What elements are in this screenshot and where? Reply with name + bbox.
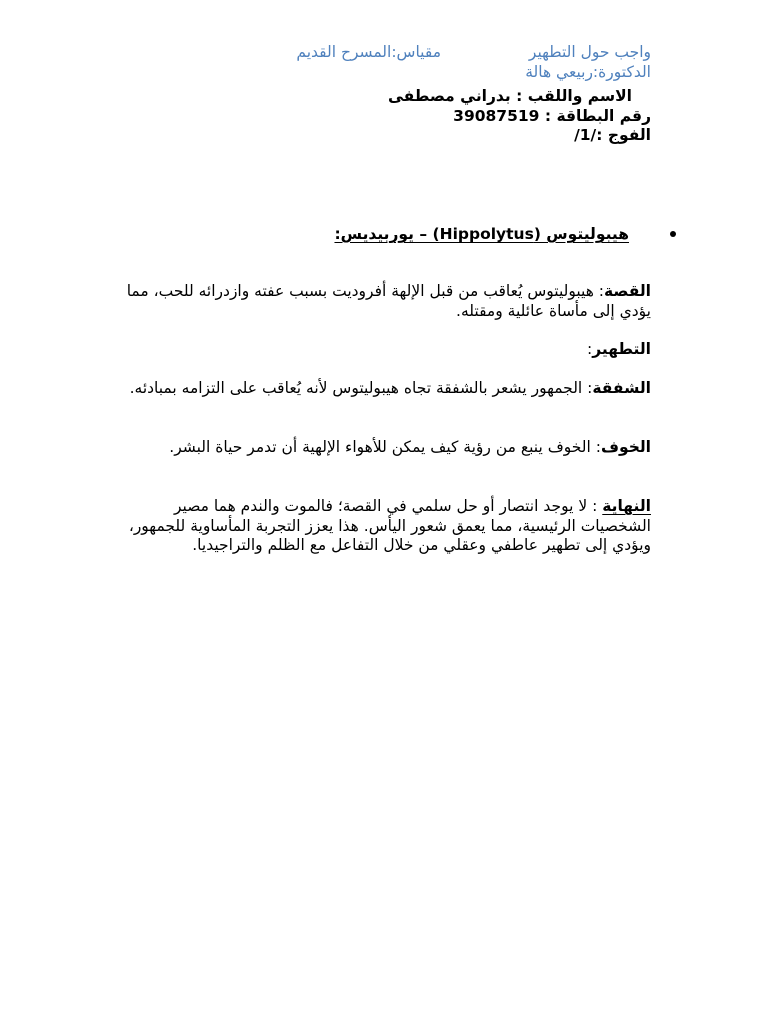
assignment-title: واجب حول التطهير xyxy=(528,43,651,61)
professor-name: الدكتورة:ربيعي هالة xyxy=(525,63,651,81)
bullet-icon xyxy=(670,231,676,237)
card-value: 39087519 xyxy=(453,106,540,125)
fear-text: : الخوف ينبع من رؤية كيف يمكن للأهواء الإلهية أن تدمر حياة البشر. xyxy=(169,438,601,456)
name-label: الاسم واللقب : xyxy=(516,87,632,105)
student-info xyxy=(121,87,651,146)
group-label: الفوج : xyxy=(596,126,651,144)
ending-text: : لا يوجد انتصار أو حل سلمي في القصة؛ فالموت والندم هما مصير الشخصيات الرئيسية، مما يعمق شعور اليأس. هذا يعزز التجربة المأساوية للجمهور، ويؤدي إلى تطهير عاطفي وعقلي من خلال التفاعل مع الظلم والتراجيديا. xyxy=(128,497,651,554)
catharsis-paragraph xyxy=(121,340,651,360)
fear-paragraph xyxy=(121,438,651,458)
card-label: رقم البطاقة : xyxy=(544,106,651,125)
ending-paragraph xyxy=(121,497,651,556)
catharsis-term: التطهير xyxy=(592,340,651,358)
story-text: : هيبوليتوس يُعاقب من قبل الإلهة أفروديت بسبب عفته وازدرائه للحب، مما يؤدي إلى مأساة عائلية ومقتله. xyxy=(126,282,651,320)
group-value: /1/ xyxy=(574,126,597,144)
fear-term: الخوف xyxy=(600,438,651,456)
group-line xyxy=(121,126,651,146)
pity-term: الشفقة xyxy=(592,379,651,397)
ending-term: النهاية xyxy=(602,497,651,515)
header-line xyxy=(121,43,651,63)
catharsis-text: : xyxy=(587,340,593,358)
story-paragraph xyxy=(121,282,651,321)
subject-name: مقياس:المسرح القديم xyxy=(296,43,441,61)
story-term: القصة xyxy=(604,282,651,300)
pity-text: : الجمهور يشعر بالشفقة تجاه هيبوليتوس لأنه يُعاقب على التزامه بمبادئه. xyxy=(129,379,593,397)
card-number-line xyxy=(121,107,651,127)
name-value: بدراني مصطفى xyxy=(387,87,511,105)
pity-paragraph xyxy=(121,379,651,399)
student-name-line xyxy=(121,87,651,107)
section-title: هيبوليتوس (Hippolytus) – يوربيديس: xyxy=(334,225,629,243)
